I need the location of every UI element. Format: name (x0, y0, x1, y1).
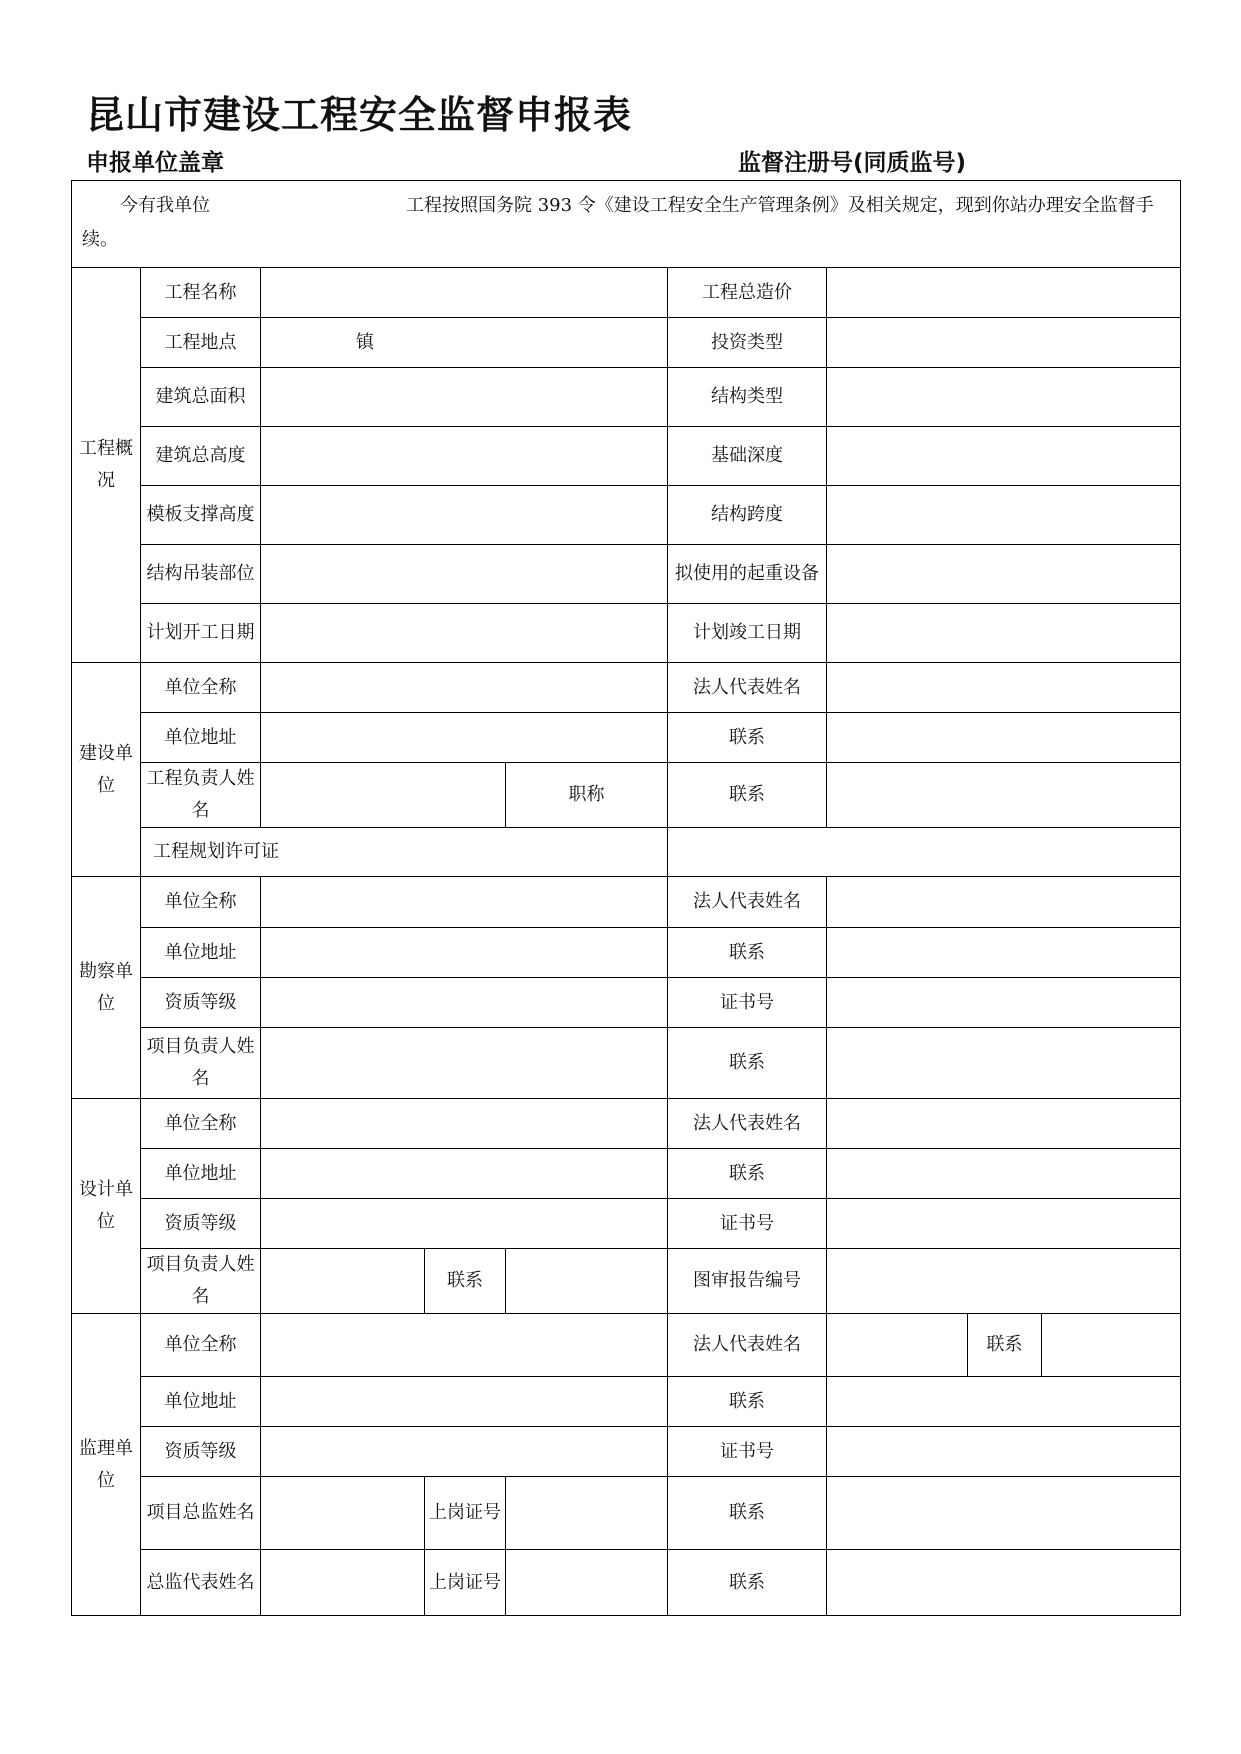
value-total-cost[interactable] (827, 268, 1181, 318)
value-planned-start[interactable] (261, 604, 668, 663)
applicant-seal-label: 申报单位盖章 (86, 150, 224, 176)
value-design-legal-rep[interactable] (827, 1099, 1181, 1149)
label-planned-completion: 计划竣工日期 (668, 604, 827, 663)
label-survey-name: 单位全称 (141, 877, 261, 928)
value-chief-supervisor-contact[interactable] (827, 1477, 1181, 1550)
value-design-certificate[interactable] (827, 1199, 1181, 1249)
table-row (72, 828, 1181, 877)
table-row (72, 318, 1181, 368)
label-supervisor-rep: 总监代表姓名 (141, 1550, 261, 1616)
value-supervision-name[interactable] (261, 1314, 668, 1377)
intro-row (72, 181, 1181, 268)
value-total-height[interactable] (261, 427, 668, 486)
label-hoisting-part: 结构吊装部位 (141, 545, 261, 604)
label-supervisor-rep-contact: 联系 (668, 1550, 827, 1616)
label-survey-qualification: 资质等级 (141, 978, 261, 1028)
intro-part1: 今有我单位 (120, 195, 210, 216)
section-label-supervision: 监理单位 (72, 1314, 141, 1616)
value-structure-span[interactable] (827, 486, 1181, 545)
label-builder-legal-rep: 法人代表姓名 (668, 663, 827, 713)
table-row (72, 877, 1181, 928)
value-design-name[interactable] (261, 1099, 668, 1149)
label-drawing-review-number: 图审报告编号 (668, 1249, 827, 1314)
intro-part2: 工程按照国务院 393 令《建设工程安全生产管理条例》及相关规定，现到你站办理安全监督手续。 (82, 195, 1154, 250)
table-row (72, 663, 1181, 713)
value-investment-type[interactable] (827, 318, 1181, 368)
label-builder-manager: 工程负责人姓名 (141, 763, 261, 828)
value-survey-name[interactable] (261, 877, 668, 928)
value-formwork-height[interactable] (261, 486, 668, 545)
value-design-contact[interactable] (827, 1149, 1181, 1199)
label-supervision-name: 单位全称 (141, 1314, 261, 1377)
label-survey-address: 单位地址 (141, 928, 261, 978)
value-design-manager-contact[interactable] (506, 1249, 668, 1314)
value-project-location[interactable]: 镇 (261, 318, 668, 368)
label-chief-supervisor-license: 上岗证号 (425, 1477, 506, 1550)
label-supervisor-rep-license: 上岗证号 (425, 1550, 506, 1616)
value-drawing-review-number[interactable] (827, 1249, 1181, 1314)
table-row (72, 763, 1181, 828)
value-total-area[interactable] (261, 368, 668, 427)
table-row (72, 268, 1181, 318)
label-investment-type: 投资类型 (668, 318, 827, 368)
value-design-manager[interactable] (261, 1249, 425, 1314)
value-builder-address[interactable] (261, 713, 668, 763)
table-row (72, 604, 1181, 663)
table-row (72, 928, 1181, 978)
label-supervision-legal-contact: 联系 (968, 1314, 1042, 1377)
label-formwork-height: 模板支撑高度 (141, 486, 261, 545)
label-total-cost: 工程总造价 (668, 268, 827, 318)
table-row (72, 1028, 1181, 1099)
table-row (72, 1377, 1181, 1427)
label-builder-name: 单位全称 (141, 663, 261, 713)
label-supervision-legal-rep: 法人代表姓名 (668, 1314, 827, 1377)
value-supervision-legal-contact[interactable] (1042, 1314, 1181, 1377)
value-chief-supervisor[interactable] (261, 1477, 425, 1550)
table-row (72, 1314, 1181, 1377)
value-supervision-address[interactable] (261, 1377, 668, 1427)
value-survey-contact[interactable] (827, 928, 1181, 978)
value-builder-contact[interactable] (827, 713, 1181, 763)
label-supervision-certificate: 证书号 (668, 1427, 827, 1477)
label-design-legal-rep: 法人代表姓名 (668, 1099, 827, 1149)
label-planned-start: 计划开工日期 (141, 604, 261, 663)
intro-statement (72, 181, 1181, 268)
label-design-certificate: 证书号 (668, 1199, 827, 1249)
value-design-address[interactable] (261, 1149, 668, 1199)
value-lifting-equipment[interactable] (827, 545, 1181, 604)
label-design-manager: 项目负责人姓名 (141, 1249, 261, 1314)
value-supervision-contact[interactable] (827, 1377, 1181, 1427)
table-row (72, 368, 1181, 427)
label-builder-manager-contact: 联系 (668, 763, 827, 828)
label-builder-contact: 联系 (668, 713, 827, 763)
section-label-builder: 建设单位 (72, 663, 141, 877)
label-structure-type: 结构类型 (668, 368, 827, 427)
table-row (72, 713, 1181, 763)
value-project-name[interactable] (261, 268, 668, 318)
label-planning-permit: 工程规划许可证 (141, 828, 668, 877)
section-label-survey: 勘察单位 (72, 877, 141, 1099)
label-supervision-qualification: 资质等级 (141, 1427, 261, 1477)
label-design-name: 单位全称 (141, 1099, 261, 1149)
table-row (72, 1099, 1181, 1149)
table-row (72, 427, 1181, 486)
value-supervisor-rep-license[interactable] (506, 1550, 668, 1616)
value-builder-manager[interactable] (261, 763, 506, 828)
value-survey-legal-rep[interactable] (827, 877, 1181, 928)
label-supervision-address: 单位地址 (141, 1377, 261, 1427)
value-planned-completion[interactable] (827, 604, 1181, 663)
label-survey-legal-rep: 法人代表姓名 (668, 877, 827, 928)
label-chief-supervisor-contact: 联系 (668, 1477, 827, 1550)
label-design-qualification: 资质等级 (141, 1199, 261, 1249)
value-design-qualification[interactable] (261, 1199, 668, 1249)
label-foundation-depth: 基础深度 (668, 427, 827, 486)
label-structure-span: 结构跨度 (668, 486, 827, 545)
table-row (72, 1550, 1181, 1616)
label-supervision-contact: 联系 (668, 1377, 827, 1427)
value-foundation-depth[interactable] (827, 427, 1181, 486)
value-survey-address[interactable] (261, 928, 668, 978)
value-supervisor-rep[interactable] (261, 1550, 425, 1616)
value-hoisting-part[interactable] (261, 545, 668, 604)
label-total-area: 建筑总面积 (141, 368, 261, 427)
table-row (72, 1477, 1181, 1550)
label-design-address: 单位地址 (141, 1149, 261, 1199)
label-survey-manager-contact: 联系 (668, 1028, 827, 1099)
table-row (72, 978, 1181, 1028)
label-design-manager-contact: 联系 (425, 1249, 506, 1314)
section-label-design: 设计单位 (72, 1099, 141, 1314)
label-survey-manager: 项目负责人姓名 (141, 1028, 261, 1099)
value-supervision-qualification[interactable] (261, 1427, 668, 1477)
value-builder-name[interactable] (261, 663, 668, 713)
section-label-overview: 工程概况 (72, 268, 141, 663)
value-structure-type[interactable] (827, 368, 1181, 427)
table-row (72, 545, 1181, 604)
value-supervision-legal-rep[interactable] (827, 1314, 968, 1377)
value-survey-manager[interactable] (261, 1028, 668, 1099)
value-supervision-certificate[interactable] (827, 1427, 1181, 1477)
label-total-height: 建筑总高度 (141, 427, 261, 486)
label-survey-certificate: 证书号 (668, 978, 827, 1028)
label-project-name: 工程名称 (141, 268, 261, 318)
table-row (72, 1427, 1181, 1477)
table-row (72, 1149, 1181, 1199)
label-project-location: 工程地点 (141, 318, 261, 368)
form-title: 昆山市建设工程安全监督申报表 (86, 93, 633, 137)
registration-number-label: 监督注册号(同质监号) (738, 150, 967, 176)
value-builder-manager-contact[interactable] (827, 763, 1181, 828)
label-chief-supervisor: 项目总监姓名 (141, 1477, 261, 1550)
value-chief-supervisor-license[interactable] (506, 1477, 668, 1550)
table-row (72, 486, 1181, 545)
label-design-contact: 联系 (668, 1149, 827, 1199)
label-builder-address: 单位地址 (141, 713, 261, 763)
label-survey-contact: 联系 (668, 928, 827, 978)
label-lifting-equipment: 拟使用的起重设备 (668, 545, 827, 604)
value-survey-qualification[interactable] (261, 978, 668, 1028)
table-row (72, 1199, 1181, 1249)
value-supervisor-rep-contact[interactable] (827, 1550, 1181, 1616)
value-survey-manager-contact[interactable] (827, 1028, 1181, 1099)
value-planning-permit[interactable] (668, 828, 1181, 877)
label-builder-title: 职称 (506, 763, 668, 828)
value-builder-legal-rep[interactable] (827, 663, 1181, 713)
value-survey-certificate[interactable] (827, 978, 1181, 1028)
table-row (72, 1249, 1181, 1314)
application-form-table (71, 180, 1181, 1616)
